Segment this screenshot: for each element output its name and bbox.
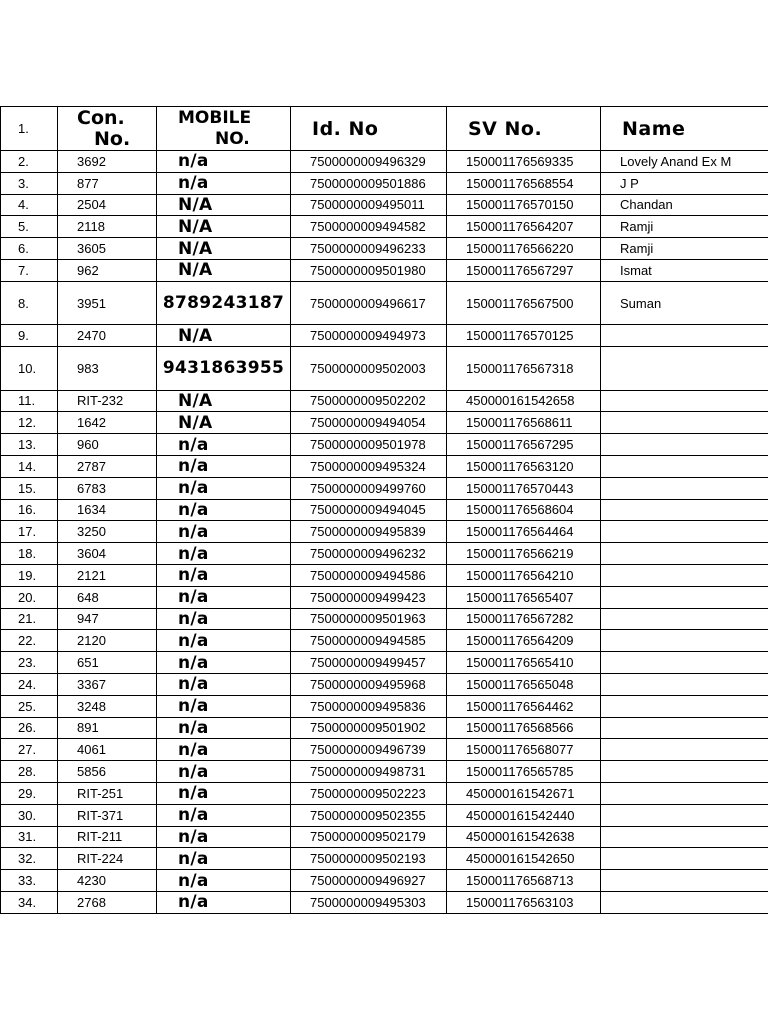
name-cell (601, 695, 768, 717)
header-con-no (58, 107, 157, 151)
id-no-cell: 7500000009502003 (291, 347, 447, 391)
name-cell: Chandan (601, 194, 768, 216)
con-no-cell: 3248 (58, 695, 157, 717)
con-no-cell: 962 (58, 259, 157, 281)
serial-cell: 3. (1, 172, 58, 194)
table-row (1, 782, 768, 804)
serial-cell: 21. (1, 608, 58, 630)
serial-cell: 22. (1, 630, 58, 652)
sv-no-cell: 150001176570443 (447, 477, 601, 499)
sv-no-cell: 150001176563103 (447, 891, 601, 913)
name-cell: Ramji (601, 216, 768, 238)
serial-cell: 28. (1, 761, 58, 783)
id-no-cell: 7500000009501963 (291, 608, 447, 630)
serial-cell: 18. (1, 543, 58, 565)
con-no-cell: 947 (58, 608, 157, 630)
id-no-cell: 7500000009495836 (291, 695, 447, 717)
serial-cell: 5. (1, 216, 58, 238)
sv-no-cell: 150001176568566 (447, 717, 601, 739)
sv-no-cell: 150001176566219 (447, 543, 601, 565)
name-cell (601, 434, 768, 456)
table-row (1, 172, 768, 194)
sv-no-cell: 150001176568554 (447, 172, 601, 194)
id-no-cell: 7500000009502179 (291, 826, 447, 848)
mobile-cell: n/a (157, 761, 291, 783)
name-cell (601, 761, 768, 783)
name-cell: Suman (601, 281, 768, 325)
mobile-cell: n/a (157, 499, 291, 521)
table-row (1, 870, 768, 892)
table-row (1, 477, 768, 499)
sv-no-cell: 150001176564464 (447, 521, 601, 543)
sv-no-cell: 450000161542440 (447, 804, 601, 826)
id-no-cell: 7500000009494973 (291, 325, 447, 347)
mobile-cell: N/A (157, 412, 291, 434)
table-row (1, 826, 768, 848)
id-no-cell: 7500000009495839 (291, 521, 447, 543)
sv-no-cell: 450000161542671 (447, 782, 601, 804)
sv-no-cell: 150001176565407 (447, 586, 601, 608)
mobile-cell: n/a (157, 477, 291, 499)
id-no-cell: 7500000009495968 (291, 673, 447, 695)
sv-no-cell: 150001176564210 (447, 564, 601, 586)
name-cell (601, 717, 768, 739)
table-row (1, 891, 768, 913)
mobile-cell: n/a (157, 717, 291, 739)
serial-cell: 20. (1, 586, 58, 608)
con-no-cell: 2121 (58, 564, 157, 586)
table-row (1, 739, 768, 761)
table-row (1, 804, 768, 826)
table-row (1, 455, 768, 477)
serial-cell: 16. (1, 499, 58, 521)
name-cell (601, 586, 768, 608)
name-cell (601, 543, 768, 565)
mobile-cell: n/a (157, 608, 291, 630)
id-no-cell: 7500000009496232 (291, 543, 447, 565)
con-no-cell: 877 (58, 172, 157, 194)
mobile-cell: n/a (157, 564, 291, 586)
name-cell (601, 477, 768, 499)
con-no-cell: 5856 (58, 761, 157, 783)
table-row (1, 238, 768, 260)
sv-no-cell: 450000161542650 (447, 848, 601, 870)
serial-cell: 9. (1, 325, 58, 347)
con-no-cell: 2787 (58, 455, 157, 477)
serial-cell: 23. (1, 652, 58, 674)
con-no-cell: 2470 (58, 325, 157, 347)
mobile-cell: 8789243187 (157, 281, 291, 325)
name-cell (601, 499, 768, 521)
id-no-cell: 7500000009494586 (291, 564, 447, 586)
con-no-cell: 3367 (58, 673, 157, 695)
mobile-cell: n/a (157, 673, 291, 695)
serial-cell: 17. (1, 521, 58, 543)
name-cell (601, 630, 768, 652)
mobile-cell: n/a (157, 826, 291, 848)
name-cell (601, 390, 768, 412)
id-no-cell: 7500000009499423 (291, 586, 447, 608)
header-sv-no: SV No. (447, 107, 601, 151)
con-no-cell: 983 (58, 347, 157, 391)
sv-no-cell: 150001176568611 (447, 412, 601, 434)
name-cell: Lovely Anand Ex M (601, 151, 768, 173)
id-no-cell: 7500000009496617 (291, 281, 447, 325)
serial-cell: 4. (1, 194, 58, 216)
sv-no-cell: 150001176567500 (447, 281, 601, 325)
sv-no-cell: 150001176564462 (447, 695, 601, 717)
name-cell (601, 325, 768, 347)
sv-no-cell: 150001176567282 (447, 608, 601, 630)
sv-no-cell: 150001176565410 (447, 652, 601, 674)
serial-cell: 34. (1, 891, 58, 913)
table-row (1, 325, 768, 347)
sv-no-cell: 150001176563120 (447, 455, 601, 477)
id-no-cell: 7500000009496329 (291, 151, 447, 173)
con-no-cell: RIT-224 (58, 848, 157, 870)
sv-no-cell: 450000161542638 (447, 826, 601, 848)
header-mobile-no (157, 107, 291, 151)
table-row (1, 281, 768, 325)
name-cell (601, 870, 768, 892)
id-no-cell: 7500000009501980 (291, 259, 447, 281)
mobile-cell: n/a (157, 455, 291, 477)
name-cell: Ramji (601, 238, 768, 260)
table-row (1, 608, 768, 630)
consumer-table (0, 106, 768, 914)
name-cell (601, 652, 768, 674)
id-no-cell: 7500000009501978 (291, 434, 447, 456)
table-row (1, 564, 768, 586)
name-cell (601, 891, 768, 913)
mobile-cell: n/a (157, 630, 291, 652)
mobile-cell: N/A (157, 325, 291, 347)
serial-cell: 25. (1, 695, 58, 717)
id-no-cell: 7500000009494045 (291, 499, 447, 521)
header-mobile-line1: MOBILE (178, 107, 252, 128)
table-row (1, 652, 768, 674)
con-no-cell: 4061 (58, 739, 157, 761)
serial-cell: 12. (1, 412, 58, 434)
table-row (1, 630, 768, 652)
header-name: Name (601, 107, 768, 151)
mobile-cell: 9431863955 (157, 347, 291, 391)
serial-cell: 13. (1, 434, 58, 456)
table-row (1, 216, 768, 238)
sv-no-cell: 150001176570150 (447, 194, 601, 216)
serial-cell: 33. (1, 870, 58, 892)
id-no-cell: 7500000009495011 (291, 194, 447, 216)
con-no-cell: RIT-232 (58, 390, 157, 412)
document-page (0, 106, 768, 914)
serial-cell: 32. (1, 848, 58, 870)
mobile-cell: N/A (157, 259, 291, 281)
con-no-cell: 6783 (58, 477, 157, 499)
table-row (1, 761, 768, 783)
mobile-cell: n/a (157, 543, 291, 565)
sv-no-cell: 150001176564209 (447, 630, 601, 652)
sv-no-cell: 150001176564207 (447, 216, 601, 238)
id-no-cell: 7500000009501902 (291, 717, 447, 739)
name-cell (601, 608, 768, 630)
name-cell (601, 673, 768, 695)
serial-cell: 24. (1, 673, 58, 695)
con-no-cell: 3604 (58, 543, 157, 565)
name-cell (601, 455, 768, 477)
table-row (1, 434, 768, 456)
name-cell (601, 564, 768, 586)
mobile-cell: n/a (157, 891, 291, 913)
mobile-cell: n/a (157, 172, 291, 194)
serial-cell: 19. (1, 564, 58, 586)
name-cell: Ismat (601, 259, 768, 281)
table-row (1, 390, 768, 412)
id-no-cell: 7500000009502223 (291, 782, 447, 804)
sv-no-cell: 150001176567295 (447, 434, 601, 456)
serial-cell: 31. (1, 826, 58, 848)
sv-no-cell: 450000161542658 (447, 390, 601, 412)
mobile-cell: N/A (157, 216, 291, 238)
id-no-cell: 7500000009499760 (291, 477, 447, 499)
id-no-cell: 7500000009495303 (291, 891, 447, 913)
sv-no-cell: 150001176566220 (447, 238, 601, 260)
serial-cell: 10. (1, 347, 58, 391)
mobile-cell: n/a (157, 870, 291, 892)
name-cell (601, 412, 768, 434)
mobile-cell: N/A (157, 194, 291, 216)
con-no-cell: 891 (58, 717, 157, 739)
id-no-cell: 7500000009502355 (291, 804, 447, 826)
mobile-cell: N/A (157, 238, 291, 260)
serial-cell: 2. (1, 151, 58, 173)
serial-cell: 30. (1, 804, 58, 826)
table-row (1, 194, 768, 216)
mobile-cell: n/a (157, 782, 291, 804)
mobile-cell: n/a (157, 151, 291, 173)
name-cell (601, 347, 768, 391)
id-no-cell: 7500000009496927 (291, 870, 447, 892)
con-no-cell: 648 (58, 586, 157, 608)
con-no-cell: 960 (58, 434, 157, 456)
con-no-cell: 3250 (58, 521, 157, 543)
con-no-cell: 3951 (58, 281, 157, 325)
id-no-cell: 7500000009496739 (291, 739, 447, 761)
header-serial: 1. (1, 107, 58, 151)
table-row (1, 848, 768, 870)
table-body (1, 107, 768, 914)
con-no-cell: 3605 (58, 238, 157, 260)
id-no-cell: 7500000009502193 (291, 848, 447, 870)
id-no-cell: 7500000009496233 (291, 238, 447, 260)
table-row (1, 586, 768, 608)
name-cell (601, 521, 768, 543)
serial-cell: 7. (1, 259, 58, 281)
con-no-cell: 2504 (58, 194, 157, 216)
sv-no-cell: 150001176568713 (447, 870, 601, 892)
name-cell (601, 804, 768, 826)
serial-cell: 29. (1, 782, 58, 804)
serial-cell: 8. (1, 281, 58, 325)
header-id-no: Id. No (291, 107, 447, 151)
con-no-cell: 651 (58, 652, 157, 674)
table-row (1, 717, 768, 739)
con-no-cell: RIT-211 (58, 826, 157, 848)
serial-cell: 15. (1, 477, 58, 499)
serial-cell: 27. (1, 739, 58, 761)
table-row (1, 412, 768, 434)
con-no-cell: 4230 (58, 870, 157, 892)
table-row (1, 499, 768, 521)
name-cell: J P (601, 172, 768, 194)
sv-no-cell: 150001176568077 (447, 739, 601, 761)
con-no-cell: 3692 (58, 151, 157, 173)
table-row (1, 673, 768, 695)
header-mobile-line2: NO. (215, 128, 250, 149)
mobile-cell: n/a (157, 695, 291, 717)
mobile-cell: N/A (157, 390, 291, 412)
id-no-cell: 7500000009498731 (291, 761, 447, 783)
name-cell (601, 739, 768, 761)
mobile-cell: n/a (157, 848, 291, 870)
table-row (1, 543, 768, 565)
table-row (1, 151, 768, 173)
con-no-cell: 2120 (58, 630, 157, 652)
con-no-cell: RIT-371 (58, 804, 157, 826)
con-no-cell: RIT-251 (58, 782, 157, 804)
id-no-cell: 7500000009494054 (291, 412, 447, 434)
header-con-line1: Con. (77, 106, 125, 129)
mobile-cell: n/a (157, 804, 291, 826)
id-no-cell: 7500000009495324 (291, 455, 447, 477)
table-row (1, 347, 768, 391)
serial-cell: 11. (1, 390, 58, 412)
mobile-cell: n/a (157, 739, 291, 761)
id-no-cell: 7500000009494585 (291, 630, 447, 652)
serial-cell: 26. (1, 717, 58, 739)
id-no-cell: 7500000009501886 (291, 172, 447, 194)
header-row (1, 107, 768, 151)
name-cell (601, 826, 768, 848)
table-row (1, 695, 768, 717)
sv-no-cell: 150001176570125 (447, 325, 601, 347)
table-row (1, 259, 768, 281)
name-cell (601, 782, 768, 804)
mobile-cell: n/a (157, 652, 291, 674)
sv-no-cell: 150001176567318 (447, 347, 601, 391)
id-no-cell: 7500000009499457 (291, 652, 447, 674)
id-no-cell: 7500000009502202 (291, 390, 447, 412)
header-con-line2: No. (94, 127, 131, 150)
sv-no-cell: 150001176565785 (447, 761, 601, 783)
con-no-cell: 1642 (58, 412, 157, 434)
sv-no-cell: 150001176568604 (447, 499, 601, 521)
name-cell (601, 848, 768, 870)
con-no-cell: 2768 (58, 891, 157, 913)
sv-no-cell: 150001176567297 (447, 259, 601, 281)
con-no-cell: 1634 (58, 499, 157, 521)
serial-cell: 14. (1, 455, 58, 477)
sv-no-cell: 150001176565048 (447, 673, 601, 695)
id-no-cell: 7500000009494582 (291, 216, 447, 238)
con-no-cell: 2118 (58, 216, 157, 238)
mobile-cell: n/a (157, 586, 291, 608)
mobile-cell: n/a (157, 434, 291, 456)
mobile-cell: n/a (157, 521, 291, 543)
serial-cell: 6. (1, 238, 58, 260)
sv-no-cell: 150001176569335 (447, 151, 601, 173)
table-row (1, 521, 768, 543)
